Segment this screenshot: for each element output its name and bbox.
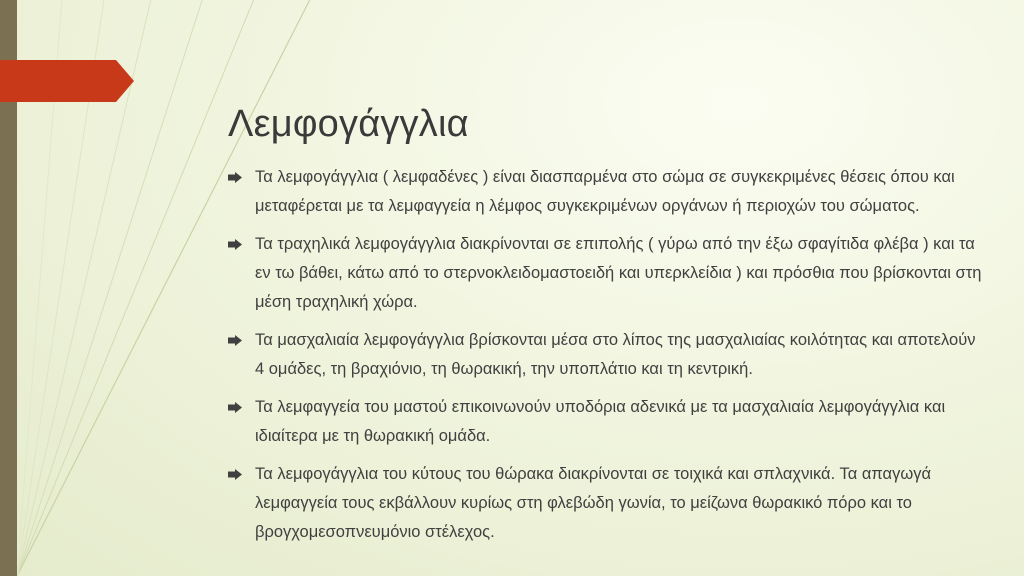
bullet-text: Τα μασχαλιαία λεμφογάγγλια βρίσκονται μέσα στο λίπος της μασχαλιαίας κοιλότητας και αποτελούν 4 ομάδες, τη βραχιόνιο, τη θωρακική, την υποπλάτιο και τη κεντρική. (255, 331, 976, 378)
arrow-bullet-icon (228, 402, 242, 413)
arrow-bullet-icon (228, 469, 242, 480)
bullet-text: Τα τραχηλικά λεμφογάγγλια διακρίνονται σε επιπολής ( γύρω από την έξω σφαγίτιδα φλέβα ) και τα εν τω βάθει, κάτω από το στερνοκλειδομαστοειδή και υπερκλείδια ) και πρόσθια που βρίσκονται στη μέση τραχηλική χώρα. (255, 235, 982, 311)
bullet-item (228, 163, 988, 221)
bullet-item (228, 230, 988, 317)
slide-title: Λεμφογάγγλια (228, 103, 469, 145)
arrow-bullet-icon (228, 172, 242, 183)
arrow-bullet-icon (228, 239, 242, 250)
bullet-text: Τα λεμφαγγεία του μαστού επικοινωνούν υποδόρια αδενικά με τα μασχαλιαία λεμφογάγγλια και ιδιαίτερα με τη θωρακική ομάδα. (255, 398, 946, 445)
bullet-text: Τα λεμφογάγγλια του κύτους του θώρακα διακρίνονται σε τοιχικά και σπλαχνικά. Τα απαγωγά λεμφαγγεία τους εκβάλλουν κυρίως στη φλεβώδη γωνία, το μείζωνα θωρακικό πόρο και το βρογχομεσοπνευμόνιο στέλεχος. (255, 465, 932, 541)
bullet-item (228, 393, 988, 451)
bullet-list (228, 163, 988, 556)
title-accent-tab (0, 60, 134, 102)
bullet-text: Τα λεμφογάγγλια ( λεμφαδένες ) είναι διασπαρμένα στο σώμα σε συγκεκριμένες θέσεις όπου και μεταφέρεται με τα λεμφαγγεία η λέμφος συγκεκριμένων οργάνων ή περιοχών του σώματος. (255, 168, 955, 215)
bullet-item (228, 460, 988, 547)
bullet-item (228, 326, 988, 384)
arrow-bullet-icon (228, 335, 242, 346)
